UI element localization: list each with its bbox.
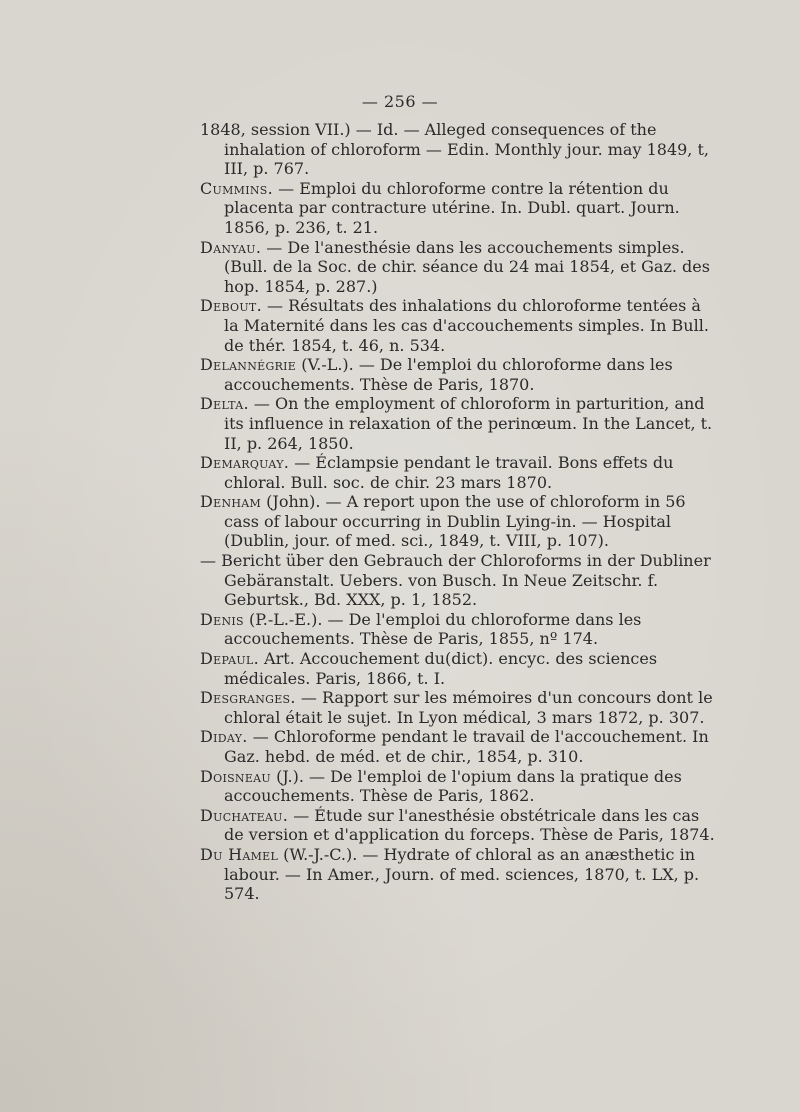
bibliography-entry (200, 551, 720, 610)
bibliography-entry (200, 727, 720, 766)
bibliography-entry (200, 610, 720, 649)
bibliography-entry (200, 355, 720, 394)
entry-text: — Étude sur l'anesthésie obstétricale dans les cas de version et d'application du forceps. Thèse de Paris, 1874. (224, 805, 715, 845)
bibliography-entry (200, 845, 720, 904)
bibliography-entry (200, 120, 720, 179)
entry-author: Denham (200, 492, 262, 512)
bibliography-entry (200, 492, 720, 551)
entry-author: Delta. (200, 394, 249, 414)
entry-text: (W.-J.-C.). — Hydrate of chloral as an anæsthetic in labour. — In Amer., Journ. of med. sciences, 1870, t. LX, p. 574. (224, 844, 700, 904)
bibliography-entry (200, 806, 720, 845)
entry-author: Duchateau. (200, 805, 289, 825)
entry-text: 1848, session VII.) — Id. — Alleged consequences of the inhalation of chloroform — Edin. Monthly jour. may 1849, t, III, p. 767. (200, 120, 709, 179)
entry-text: — De l'anesthésie dans les accouchements simples. (Bull. de la Soc. de chir. séance du 24 mai 1854, et Gaz. des hop. 1854, p. 287.) (224, 237, 710, 296)
entry-text: (John). — A report upon the use of chloroform in 56 cass of labour occurring in Dublin Lying-in. — Hospital (Dublin, jour. of med. sci., 1849, t. VIII, p. 107). (224, 492, 686, 551)
entry-text: Art. Accouchement du(dict). encyc. des sciences médicales. Paris, 1866, t. I. (224, 649, 658, 688)
entry-text: (P.-L.-E.). — De l'emploi du chloroforme dans les accouchements. Thèse de Paris, 1855, nº 174. (224, 609, 642, 649)
entry-author: Cummins. (200, 178, 274, 198)
entry-text: — Emploi du chloroforme contre la rétention du placenta par contracture utérine. In. Dubl. quart. Journ. 1856, p. 236, t. 21. (224, 178, 680, 237)
entry-author: Du Hamel (200, 844, 279, 864)
entry-author: Danyau. (200, 237, 262, 257)
bibliography-entry (200, 179, 720, 238)
entry-text: (V.-L.). — De l'emploi du chloroforme dans les accouchements. Thèse de Paris, 1870. (224, 355, 673, 394)
entry-text: — Chloroforme pendant le travail de l'accouchement. In Gaz. hebd. de méd. et de chir., 1854, p. 310. (224, 727, 709, 766)
bibliography-entry (200, 688, 720, 727)
entry-author: Diday. (200, 727, 248, 747)
entry-text: — Éclampsie pendant le travail. Bons effets du chloral. Bull. soc. de chir. 23 mars 1870. (224, 453, 674, 492)
entry-author: Denis (200, 609, 244, 629)
page-number: — 256 — (361, 92, 439, 111)
entry-text: — Rapport sur les mémoires d'un concours dont le chloral était le sujet. In Lyon médical, 3 mars 1872, p. 307. (224, 688, 713, 727)
entry-author: Doisneau (200, 766, 271, 786)
entry-author: Depaul. (200, 649, 259, 669)
entry-author: Delannégrie (200, 355, 297, 375)
entry-text: — On the employment of chloroform in parturition, and its influence in relaxation of the perinœum. In the Lancet, t. II, p. 264, 1850. (224, 394, 713, 453)
bibliography-entry (200, 394, 720, 453)
entry-author: Demarquay. (200, 453, 290, 473)
bibliography-entry (200, 649, 720, 688)
entry-text: — Résultats des inhalations du chloroforme tentées à la Maternité dans les cas d'accouchements simples. In Bull. de thér. 1854, t. 46, n. 534. (224, 296, 709, 355)
bibliography-entry (200, 767, 720, 806)
bibliography-entry (200, 453, 720, 492)
entry-author: Debout. (200, 296, 262, 316)
entry-text: — Bericht über den Gebrauch der Chloroforms in der Dubliner Gebäranstalt. Uebers. von Busch. In Neue Zeitschr. f. Geburtsk., Bd. XXX, p. 1, 1852. (200, 551, 711, 610)
bibliography-entry (200, 296, 720, 355)
bibliography-entry (200, 238, 720, 297)
entry-author: Desgranges. (200, 688, 296, 708)
entry-text: (J.). — De l'emploi de l'opium dans la pratique des accouchements. Thèse de Paris, 1862. (224, 766, 682, 806)
bibliography-list (200, 120, 720, 904)
